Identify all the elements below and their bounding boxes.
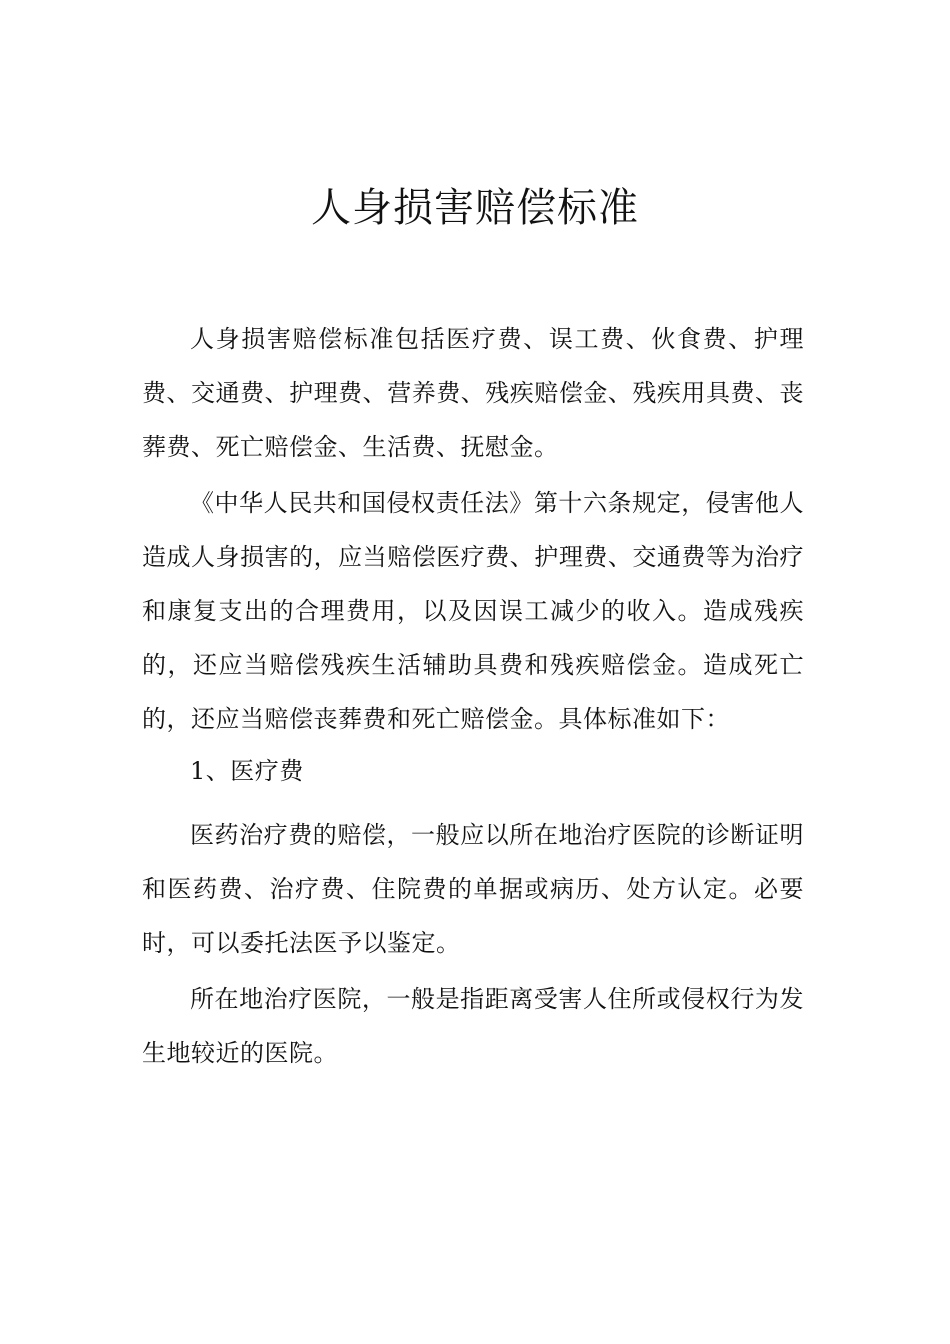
paragraph-compensation-items: 人身损害赔偿标准包括医疗费、误工费、伙食费、护理费、交通费、护理费、营养费、残疾赔偿金、残疾用具费、丧葬费、死亡赔偿金、生活费、抚慰金。	[142, 325, 804, 461]
paragraph-2-block	[142, 476, 804, 746]
paragraph-medical-fee-basis: 医药治疗费的赔偿，一般应以所在地治疗医院的诊断证明和医药费、治疗费、住院费的单据或病历、处方认定。必要时，可以委托法医予以鉴定。	[142, 821, 804, 957]
paragraph-tort-law-article: 《中华人民共和国侵权责任法》第十六条规定，侵害他人造成人身损害的，应当赔偿医疗费、护理费、交通费等为治疗和康复支出的合理费用，以及因误工减少的收入。造成残疾的，还应当赔偿残疾生活辅助具费和残疾赔偿金。造成死亡的，还应当赔偿丧葬费和死亡赔偿金。具体标准如下：	[142, 489, 804, 733]
document-title: 人身损害赔偿标准	[311, 185, 639, 231]
paragraph-5-block	[142, 972, 804, 1080]
paragraph-3-block	[142, 744, 804, 798]
paragraph-local-hospital-definition: 所在地治疗医院，一般是指距离受害人住所或侵权行为发生地较近的医院。	[142, 985, 804, 1067]
section-heading-medical-fee: 1、医疗费	[190, 757, 304, 785]
paragraph-1-block	[142, 312, 804, 474]
paragraph-4-block	[142, 808, 804, 970]
